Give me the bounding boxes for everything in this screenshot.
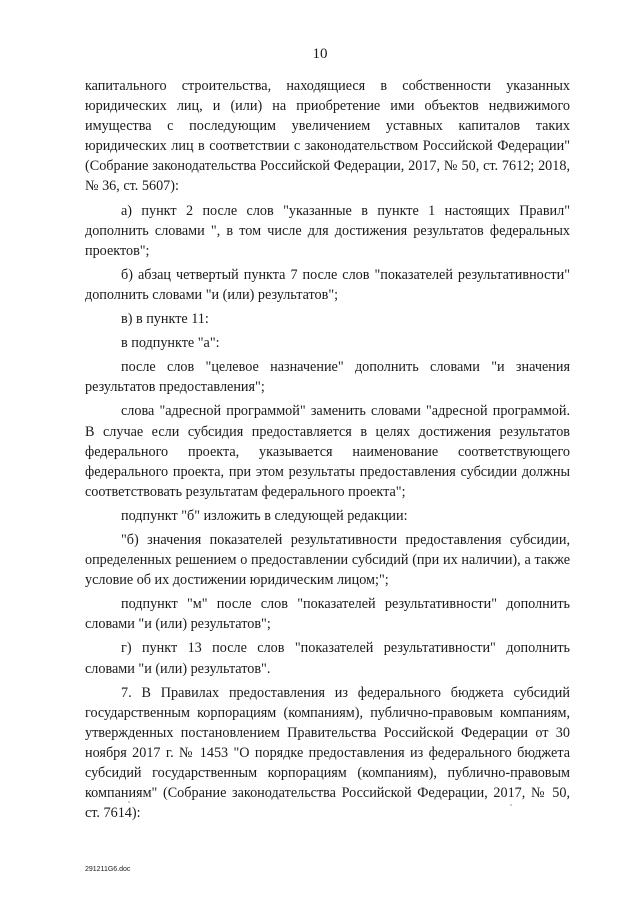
document-body [85,76,570,823]
page-number: 10 [312,46,328,62]
paragraph-intro: капитального строительства, находящиеся в собственности указанных юридических лиц, и (или) на приобретение ими объектов недвижимого имущества с последующим увеличением уставных капиталов таких юридических лиц в соответствии с законодательством Российской Федерации" (Собрание законодательства Российской Федерации, 2017, № 50, ст. 7612; 2018, № 36, ст. 5607): [85,78,570,195]
paragraph-subitem-b: подпункт "б" изложить в следующей редакции: [121,507,408,524]
paragraph-after-words: после слов "целевое назначение" дополнить словами "и значения результатов предоставления"; [85,359,570,396]
footer-filename: 291211G6.doc [85,866,131,873]
scan-speck [510,804,512,806]
paragraph-item-7: 7. В Правилах предоставления из федерального бюджета субсидий государственным корпорациям (компаниям), публично-правовым компаниям, утвержденных постановлением Правительства Российской Федерации от 30 ноября 2017 г. № 1453 "О порядке предоставления из федерального бюджета субсидий государственным корпорациям (компаниям), публично-правовым компаниям" (Собрание законодательства Российской Федерации, 2017, № 50, ст. 7614): [85,684,570,822]
paragraph-item-g: г) пункт 13 после слов "показателей результативности" дополнить словами "и (или) результатов". [85,640,570,677]
paragraph-subitem-m: подпункт "м" после слов "показателей результативности" дополнить словами "и (или) результатов"; [85,596,570,633]
paragraph-item-a: а) пункт 2 после слов "указанные в пункте 1 настоящих Правил" дополнить словами ", в том числе для достижения результатов федеральных проектов"; [85,202,570,259]
paragraph-subitem-b-text: "б) значения показателей результативности предоставления субсидии, определенных решением о предоставлении субсидий (при их наличии), а также условие об их достижении юридическим лицом;"; [85,531,570,589]
paragraph-replace-words: слова "адресной программой" заменить словами "адресной программой. В случае если субсидия предоставляется в целях достижения результатов федерального проекта, указывается наименование соответствующего федерального проекта, при этом результаты предоставления субсидии должны соответствовать результатам федерального проекта"; [85,403,570,500]
paragraph-item-b: б) абзац четвертый пункта 7 после слов "показателей результативности" дополнить словами "и (или) результатов"; [85,266,570,303]
paragraph-subitem-a: в подпункте "а": [121,335,220,352]
scan-speck [128,801,130,803]
paragraph-item-v: в) в пункте 11: [121,311,209,328]
